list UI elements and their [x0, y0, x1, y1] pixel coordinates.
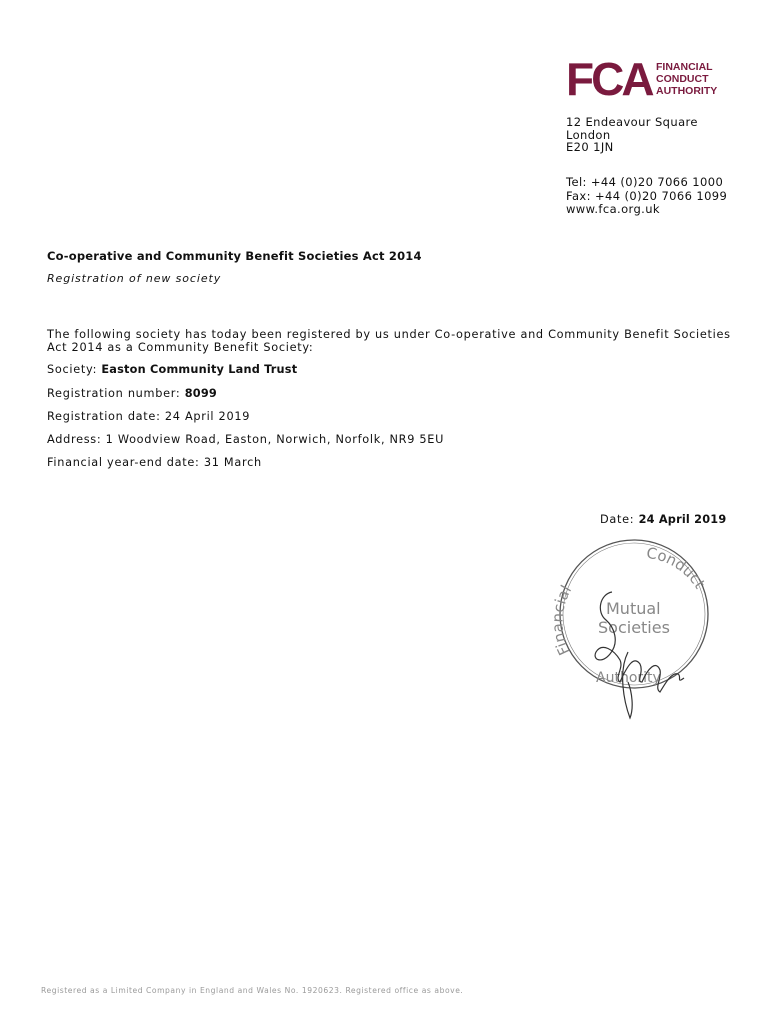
financial-year-end: Financial year-end date: 31 March: [47, 456, 262, 469]
act-title: Co-operative and Community Benefit Societies Act 2014: [47, 249, 422, 263]
address-line-2: London: [566, 127, 611, 142]
society-address: Address: 1 Woodview Road, Easton, Norwich, Norfolk, NR9 5EU: [47, 433, 445, 446]
society-field: [47, 363, 297, 376]
registration-number-field: [47, 387, 217, 400]
society-value: Easton Community Land Trust: [101, 363, 298, 376]
date-value: 24 April 2019: [638, 513, 727, 526]
seal-line-2: Societies: [598, 618, 670, 637]
address-line-1: 12 Endeavour Square: [566, 115, 698, 129]
seal-line-1: Mutual: [606, 599, 661, 618]
website-link[interactable]: www.fca.org.uk: [566, 202, 660, 216]
address-line-3: E20 1JN: [566, 140, 614, 154]
seal-text-left: Financial: [548, 582, 576, 659]
fca-logo: [566, 56, 726, 102]
letterhead-address: [566, 116, 698, 154]
issue-date: [600, 513, 726, 526]
act-subtitle: Registration of new society: [47, 272, 222, 285]
intro-paragraph: The following society has today been registered by us under Co-operative and Community Benefit Societies Act 2014 as a Community Benefit Society:: [47, 328, 731, 354]
telephone: Tel: +44 (0)20 7066 1000: [566, 175, 724, 189]
registration-number-label: Registration number:: [47, 387, 181, 400]
logo-text-3: AUTHORITY: [656, 85, 718, 97]
date-label: Date:: [600, 513, 635, 526]
registration-number-value: 8099: [184, 387, 217, 400]
letterhead-contact: [566, 176, 727, 217]
fax: Fax: +44 (0)20 7066 1099: [566, 188, 728, 203]
footer-note: Registered as a Limited Company in England and Wales No. 1920623. Registered office as above.: [41, 986, 464, 995]
logo-letters: FCA: [566, 56, 652, 102]
seal-text-right: Conduct: [645, 543, 709, 592]
official-seal: [548, 532, 718, 722]
seal-bottom-text: Authority: [596, 670, 661, 686]
society-label: Society:: [47, 363, 98, 376]
registration-date: Registration date: 24 April 2019: [47, 410, 251, 423]
logo-text-1: FINANCIAL: [656, 61, 713, 73]
logo-text-2: CONDUCT: [656, 73, 709, 85]
